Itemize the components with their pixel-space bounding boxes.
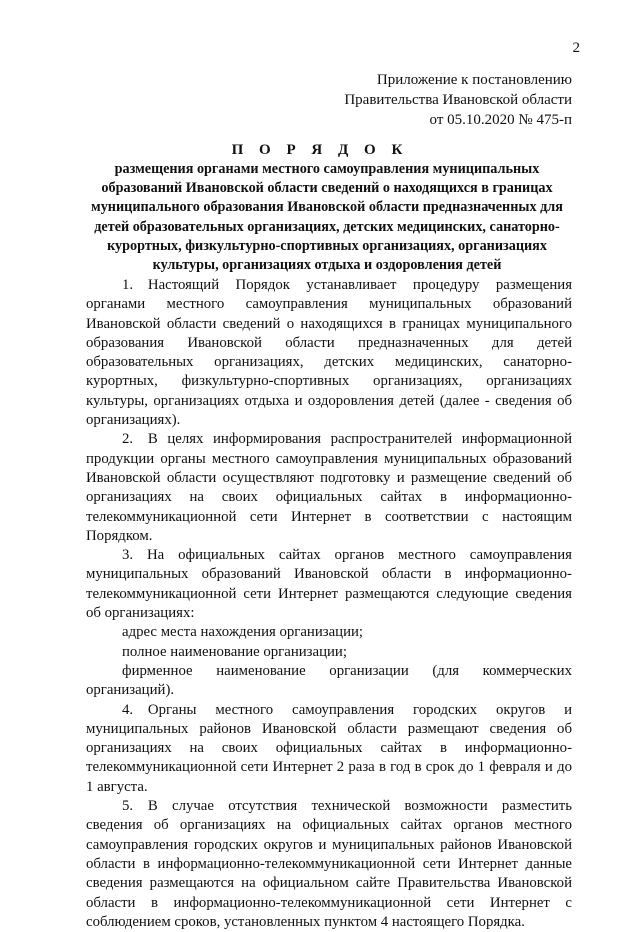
attachment-line-2: Правительства Ивановской области bbox=[344, 92, 572, 108]
paragraph-5: 5. В случае отсутствия технической возможности разместить сведения об организациях на официальных сайтах органов местного самоуправления городских округов и муниципальных районов Ивановской области в информационно-телекоммуникационной сети Интернет данные сведения размещаются на официальном сайте Правительства Ивановской области в информационно-телекоммуникационной сети Интернет с соблюдением сроков, установленных пунктом 4 настоящего Порядка. bbox=[86, 798, 572, 930]
list-item: полное наименование организации; bbox=[122, 643, 347, 660]
list-item: адрес места нахождения организации; bbox=[122, 624, 364, 641]
paragraph-2: 2. В целях информирования распространителей информационной продукции органы местного самоуправления муниципальных образований Ивановской области осуществляют подготовку и размещение сведений об организациях на своих официальных сайтах в информационно-телекоммуникационной сети Интернет в соответствии с настоящим Порядком. bbox=[86, 431, 572, 544]
document-subtitle: размещения органами местного самоуправления муниципальных образований Ивановской области сведений о находящихся в границах муниципального образования Ивановской области предназначенных для детей образовательных организациях, детских медицинских, санаторно-курортных, физкультурно-спортивных организациях, организациях культуры, организациях отдыха и оздоровления детей bbox=[91, 161, 563, 274]
document-body bbox=[86, 276, 572, 932]
paragraph-3: 3. На официальных сайтах органов местного самоуправления муниципальных образований Ивановской области в информационно-телекоммуникационной сети Интернет размещаются следующие сведения об организациях: bbox=[86, 547, 572, 622]
document-title: П О Р Я Д О К bbox=[231, 142, 409, 158]
attachment-line-1: Приложение к постановлению bbox=[376, 72, 572, 88]
paragraph-4: 4. Органы местного самоуправления городских округов и муниципальных районов Ивановской области размещают сведения об организациях на своих официальных сайтах в информационно-телекоммуникационной сети Интернет 2 раза в год в срок до 1 февраля и до 1 августа. bbox=[86, 701, 572, 795]
paragraph-1: 1. Настоящий Порядок устанавливает процедуру размещения органами местного самоуправления муниципальных образований Ивановской области сведений о находящихся в границах муниципального образования Ивановской области предназначенных для детей образовательных организациях, детских медицинских, санаторно-курортных, физкультурно-спортивных организациях, организациях культуры, организациях отдыха и оздоровления детей (далее - сведения об организациях). bbox=[86, 277, 572, 429]
attachment-line-3: от 05.10.2020 № 475-п bbox=[429, 112, 572, 128]
list-item: фирменное наименование организации (для коммерческих организаций). bbox=[86, 662, 572, 699]
attachment-note bbox=[344, 70, 572, 130]
page-number: 2 bbox=[572, 40, 580, 56]
